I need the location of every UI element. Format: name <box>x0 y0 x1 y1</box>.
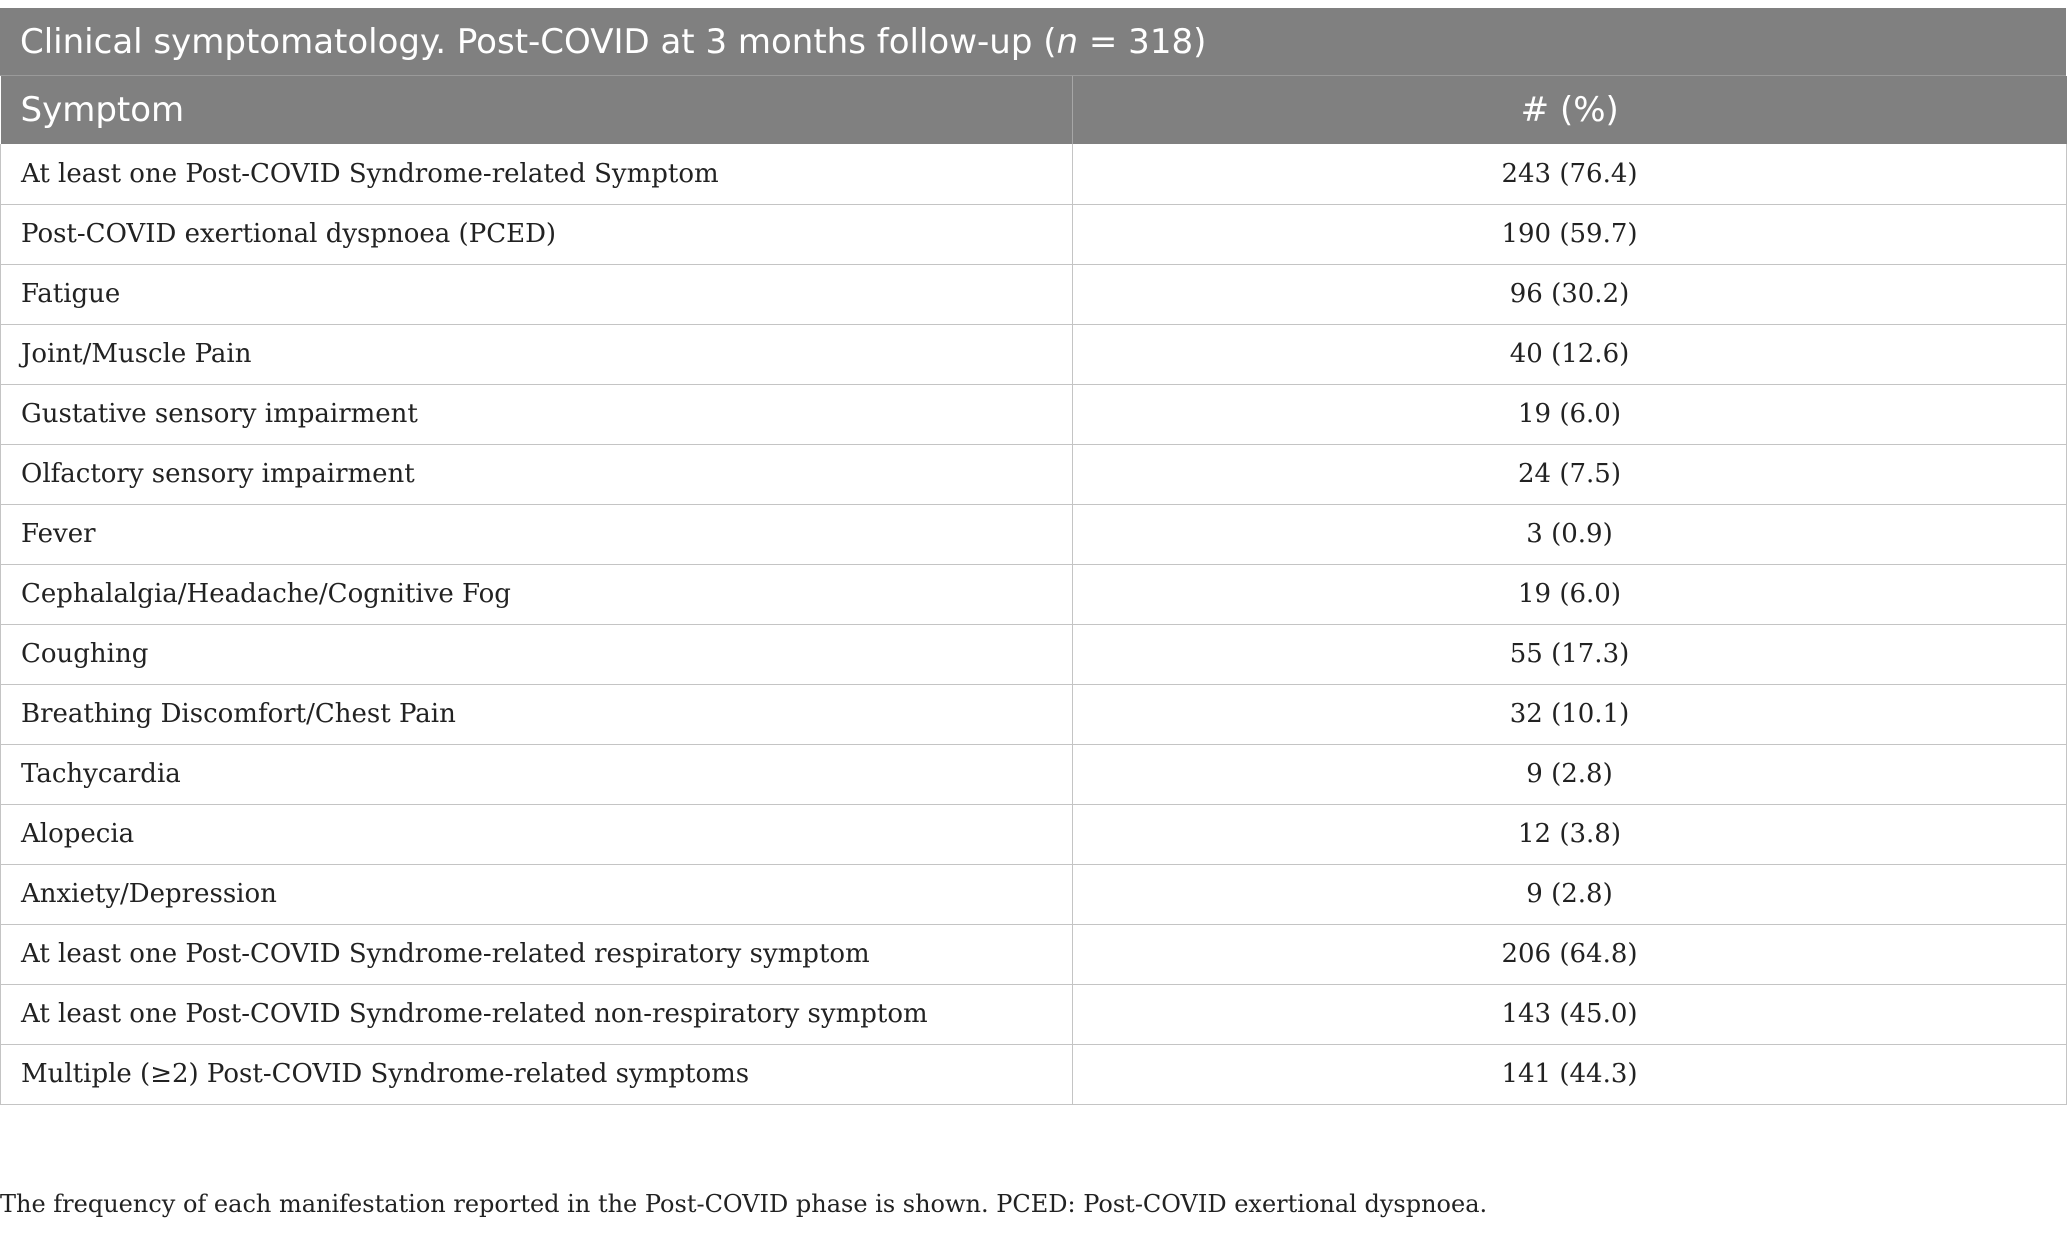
table-row <box>1 144 2067 204</box>
symptom-cell: At least one Post-COVID Syndrome-related non-respiratory symptom <box>1 984 1073 1044</box>
table-row <box>1 744 2067 804</box>
table-row <box>1 564 2067 624</box>
count-percent-cell: 19 (6.0) <box>1073 564 2067 624</box>
table-row <box>1 684 2067 744</box>
count-percent-cell: 243 (76.4) <box>1073 144 2067 204</box>
symptom-cell: Alopecia <box>1 804 1073 864</box>
symptom-table <box>0 76 2067 1105</box>
table-row <box>1 864 2067 924</box>
symptom-cell: At least one Post-COVID Syndrome-related respiratory symptom <box>1 924 1073 984</box>
count-percent-cell: 141 (44.3) <box>1073 1044 2067 1104</box>
table-footnote: The frequency of each manifestation reported in the Post-COVID phase is shown. PCED: Post-COVID exertional dyspnoea. <box>0 1190 1488 1218</box>
symptom-cell: Joint/Muscle Pain <box>1 324 1073 384</box>
table-row <box>1 624 2067 684</box>
symptom-cell: Fatigue <box>1 264 1073 324</box>
symptom-cell: Cephalalgia/Headache/Cognitive Fog <box>1 564 1073 624</box>
table-title-suffix: = 318) <box>1078 22 1207 62</box>
table-row <box>1 264 2067 324</box>
table-row <box>1 324 2067 384</box>
table-header <box>1 76 2067 144</box>
table-row <box>1 204 2067 264</box>
count-percent-cell: 40 (12.6) <box>1073 324 2067 384</box>
count-percent-cell: 190 (59.7) <box>1073 204 2067 264</box>
count-percent-cell: 206 (64.8) <box>1073 924 2067 984</box>
header-symptom: Symptom <box>1 76 1073 144</box>
count-percent-cell: 12 (3.8) <box>1073 804 2067 864</box>
count-percent-cell: 3 (0.9) <box>1073 504 2067 564</box>
symptom-cell: Gustative sensory impairment <box>1 384 1073 444</box>
symptom-cell: At least one Post-COVID Syndrome-related Symptom <box>1 144 1073 204</box>
symptom-cell: Post-COVID exertional dyspnoea (PCED) <box>1 204 1073 264</box>
symptom-cell: Multiple (≥2) Post-COVID Syndrome-related symptoms <box>1 1044 1073 1104</box>
table-title <box>0 8 2066 76</box>
symptom-cell: Fever <box>1 504 1073 564</box>
header-row <box>1 76 2067 144</box>
count-percent-cell: 143 (45.0) <box>1073 984 2067 1044</box>
table-title-prefix: Clinical symptomatology. Post-COVID at 3 months follow-up ( <box>20 22 1057 62</box>
count-percent-cell: 9 (2.8) <box>1073 744 2067 804</box>
count-percent-cell: 24 (7.5) <box>1073 444 2067 504</box>
count-percent-cell: 9 (2.8) <box>1073 864 2067 924</box>
table-row <box>1 504 2067 564</box>
symptom-cell: Coughing <box>1 624 1073 684</box>
table-row <box>1 984 2067 1044</box>
count-percent-cell: 55 (17.3) <box>1073 624 2067 684</box>
table-row <box>1 804 2067 864</box>
symptom-cell: Olfactory sensory impairment <box>1 444 1073 504</box>
count-percent-cell: 32 (10.1) <box>1073 684 2067 744</box>
symptom-cell: Breathing Discomfort/Chest Pain <box>1 684 1073 744</box>
count-percent-cell: 19 (6.0) <box>1073 384 2067 444</box>
table-row <box>1 384 2067 444</box>
symptom-cell: Tachycardia <box>1 744 1073 804</box>
table-row <box>1 1044 2067 1104</box>
symptom-table-container <box>0 8 2066 1105</box>
count-percent-cell: 96 (30.2) <box>1073 264 2067 324</box>
table-row <box>1 924 2067 984</box>
table-body <box>1 144 2067 1104</box>
table-title-n: n <box>1056 22 1079 62</box>
symptom-cell: Anxiety/Depression <box>1 864 1073 924</box>
table-row <box>1 444 2067 504</box>
header-count-percent: # (%) <box>1073 76 2067 144</box>
